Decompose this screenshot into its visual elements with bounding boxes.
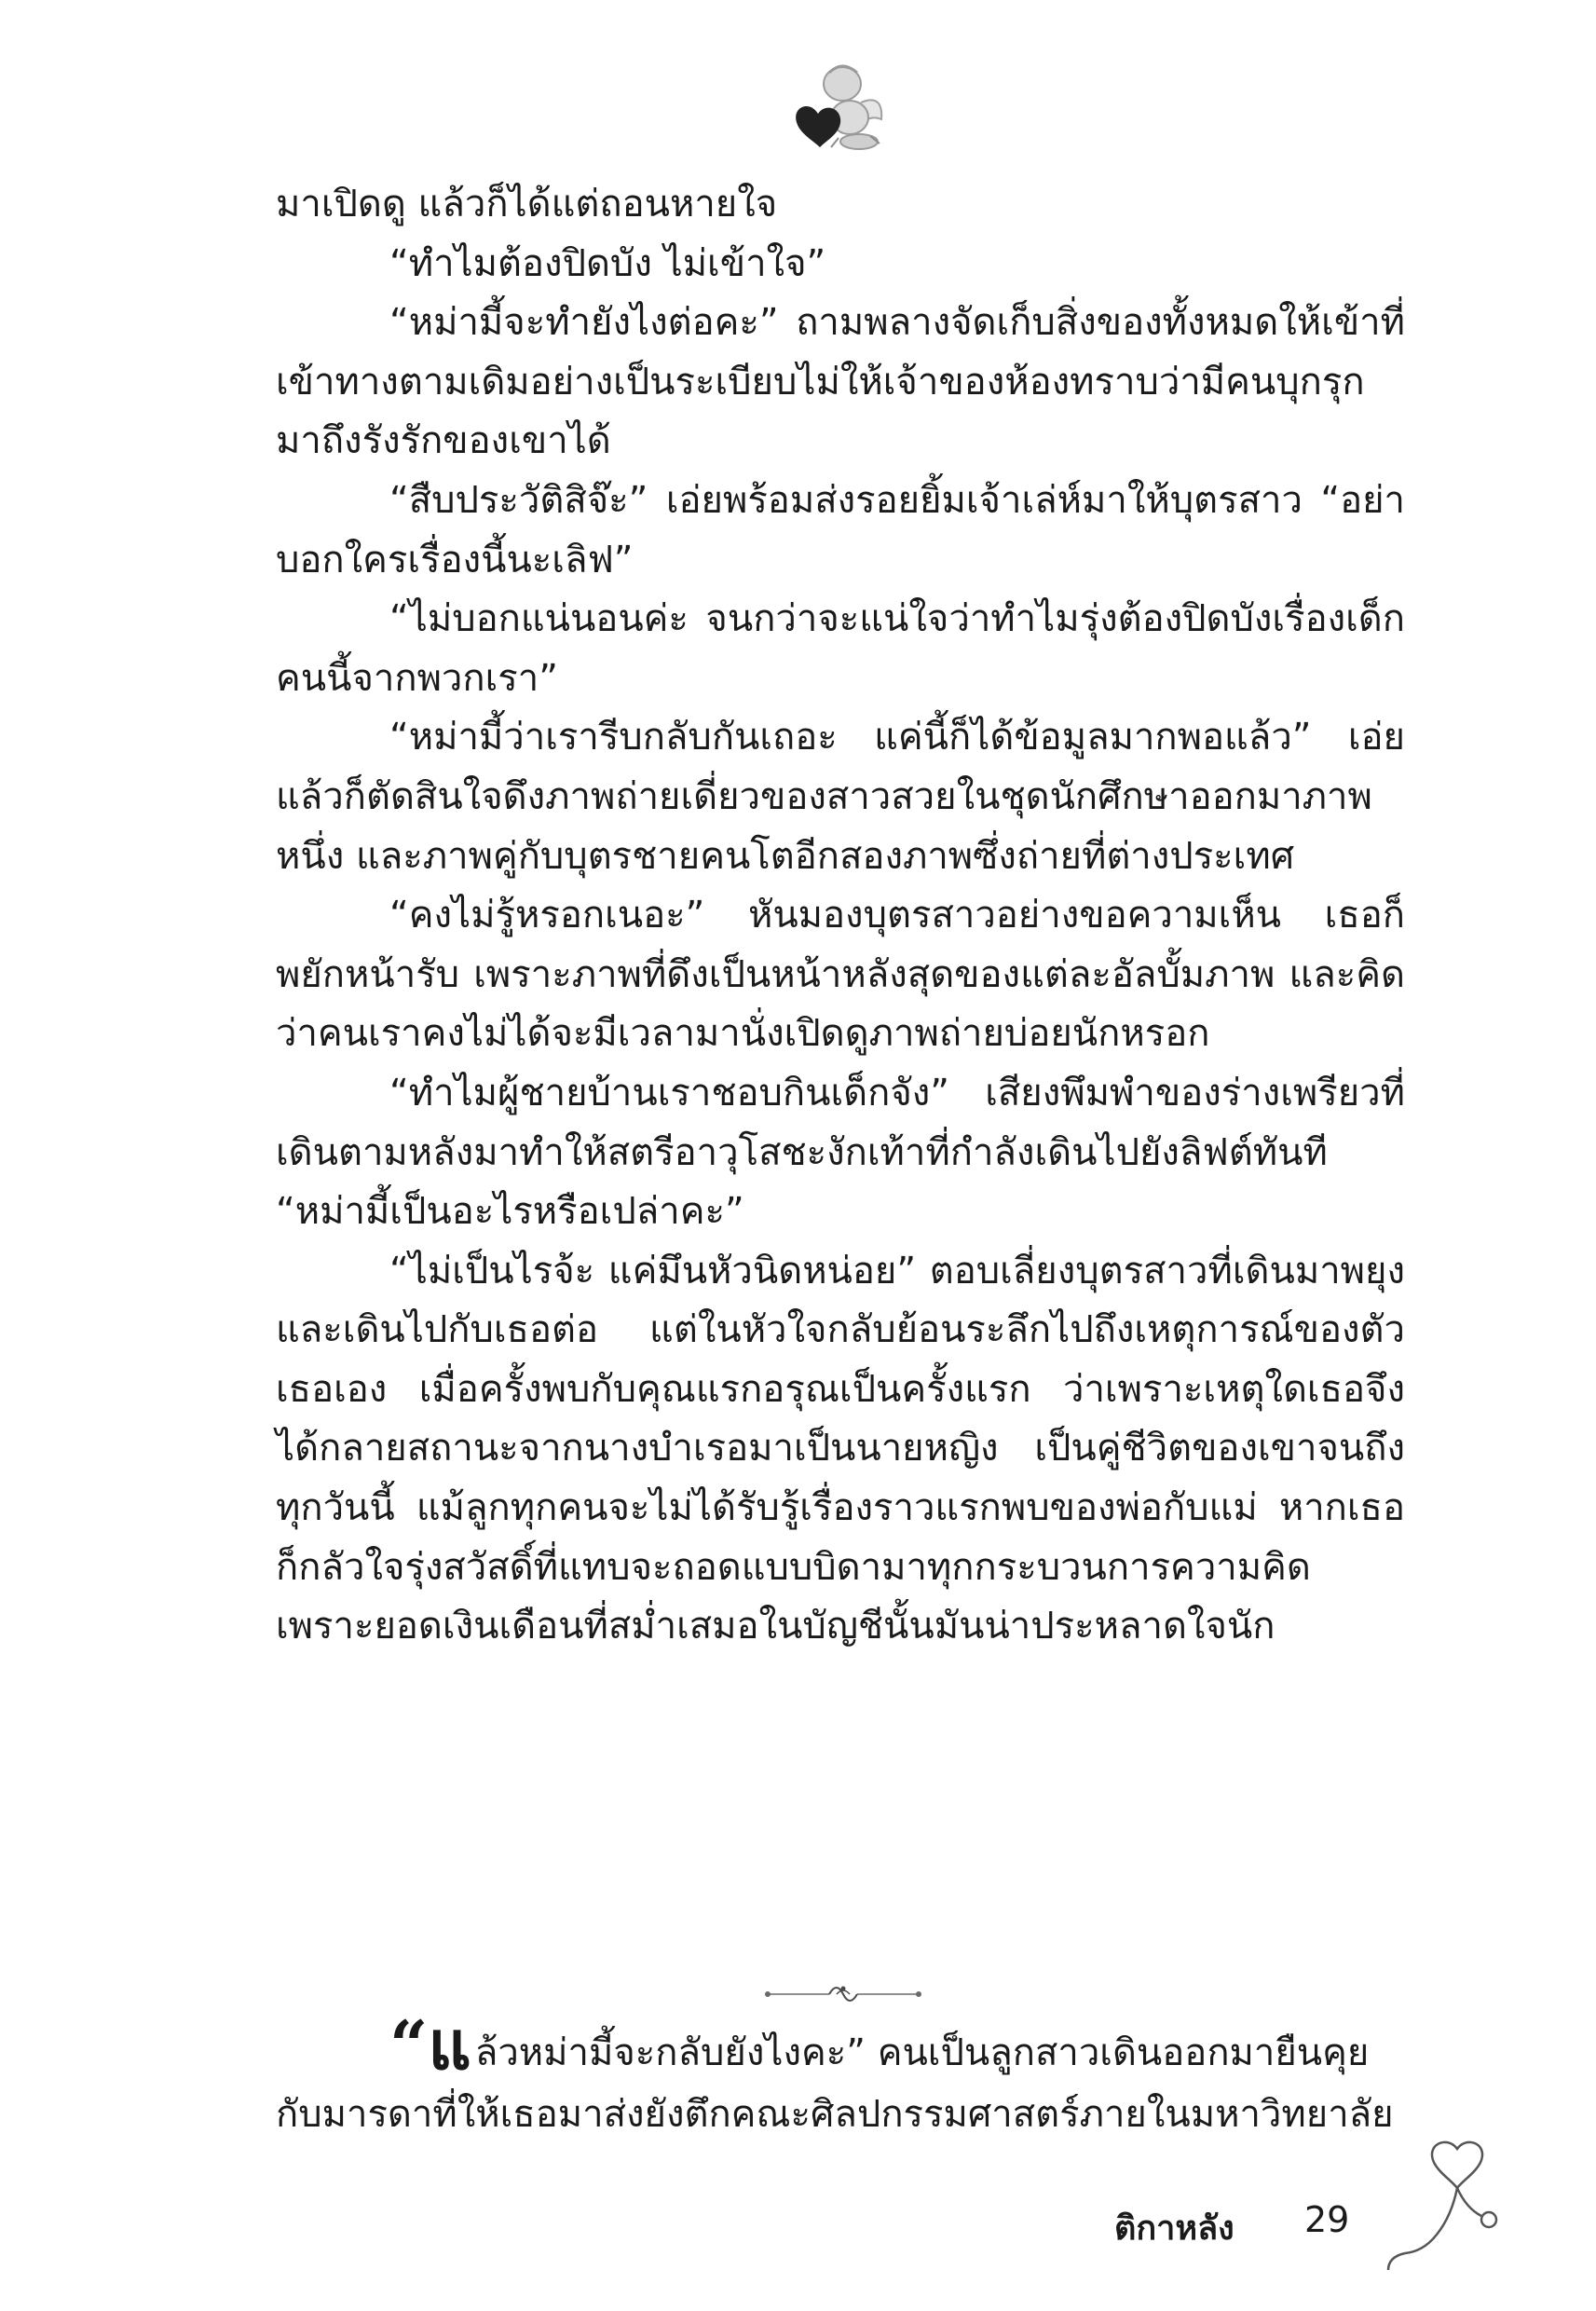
paragraph: “ทำไมต้องปิดบัง ไม่เข้าใจ” xyxy=(389,241,826,285)
paragraph: “หม่ามี้เป็นอะไรหรือเปล่าคะ” xyxy=(276,1190,744,1234)
opening-paragraph xyxy=(276,2005,1405,2145)
body-text xyxy=(276,175,1405,1657)
paragraph: มาเปิดดู แล้วก็ได้แต่ถอนหายใจ xyxy=(276,183,778,226)
stethoscope-heart-icon xyxy=(1385,2128,1524,2277)
page-number: 29 xyxy=(1304,2199,1350,2240)
running-footer-title: ติกาหลัง xyxy=(1114,2209,1235,2248)
paragraph: “สืบประวัติสิจ๊ะ” เอ่ยพร้อมส่งรอยยิ้มเจ้าเล่ห์มาให้บุตรสาว “อย่าบอกใครเรื่องนี้นะเลิฟ” xyxy=(276,478,1405,581)
ornamental-divider-icon xyxy=(764,1976,922,2013)
paragraph: “คงไม่รู้หรอกเนอะ” หันมองบุตรสาวอย่างขอความเห็น เธอก็พยักหน้ารับ เพราะภาพที่ดึงเป็นหน้าหลังสุดของแต่ละอัลบั้มภาพ และคิดว่าคนเราคงไม่ได้จะมีเวลามานั่งเปิดดูภาพถ่ายบ่อยนักหรอก xyxy=(276,894,1405,1056)
paragraph: “หม่ามี้ว่าเรารีบกลับกันเถอะ แค่นี้ก็ได้ข้อมูลมากพอแล้ว” เอ่ยแล้วก็ตัดสินใจดึงภาพถ่ายเดี่ยวของสาวสวยในชุดนักศึกษาออกมาภาพหนึ่ง และภาพคู่กับบุตรชายคนโตอีกสองภาพซึ่งถ่ายที่ต่างประเทศ xyxy=(276,716,1405,878)
drop-cap: “แ xyxy=(389,2005,471,2085)
section-opening xyxy=(276,2005,1405,2145)
paragraph: “ไม่บอกแน่นอนค่ะ จนกว่าจะแน่ใจว่าทำไมรุ่งต้องปิดบังเรื่องเด็กคนนี้จากพวกเรา” xyxy=(276,597,1405,700)
paragraph: “ไม่เป็นไรจ้ะ แค่มึนหัวนิดหน่อย” ตอบเลี่ยงบุตรสาวที่เดินมาพยุงและเดินไปกับเธอต่อ แต่ในหัวใจกลับย้อนระลึกไปถึงเหตุการณ์ของตัวเธอเอง เมื่อครั้งพบกับคุณแรกอรุณเป็นครั้งแรก ว่าเพราะเหตุใดเธอจึงได้กลายสถานะจากนางบำเรอมาเป็นนายหญิง เป็นคู่ชีวิตของเขาจนถึงทุกวันนี้ แม้ลูกทุกคนจะไม่ได้รับรู้เรื่องราวแรกพบของพ่อกับแม่ หากเธอก็กลัวใจรุ่งสวัสดิ์ที่แทบจะถอดแบบบิดามาทุกกระบวนการความคิดเพราะยอดเงินเดือนที่สม่ำเสมอในบัญชีนั้นมันน่าประหลาดใจนัก xyxy=(276,1249,1405,1648)
paragraph: “หม่ามี้จะทำยังไงต่อคะ” ถามพลางจัดเก็บสิ่งของทั้งหมดให้เข้าที่เข้าทางตามเดิมอย่างเป็นระเบียบไม่ให้เจ้าของห้องทราบว่ามีคนบุกรุกมาถึงรังรักของเขาได้ xyxy=(276,301,1405,463)
opening-text: ล้วหม่ามี้จะกลับยังไงคะ” คนเป็นลูกสาวเดินออกมายืนคุยกับมารดาที่ให้เธอมาส่งยังตึกคณะศิลปกรรมศาสตร์ภายในมหาวิทยาลัย xyxy=(276,2031,1394,2136)
paragraph: “ทำไมผู้ชายบ้านเราชอบกินเด็กจัง” เสียงพึมพำของร่างเพรียวที่เดินตามหลังมาทำให้สตรีอาวุโสชะงักเท้าที่กำลังเดินไปยังลิฟต์ทันที xyxy=(276,1071,1405,1174)
cupid-with-heart-icon xyxy=(784,56,887,158)
